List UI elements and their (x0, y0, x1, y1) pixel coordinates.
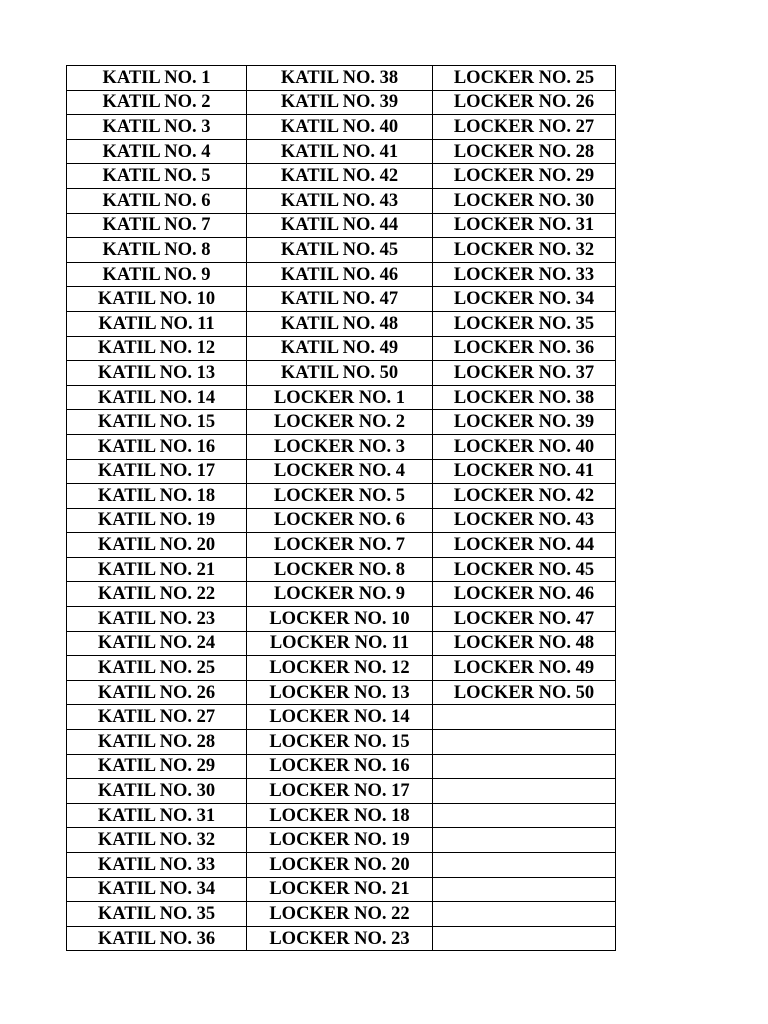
table-cell: KATIL NO. 11 (67, 311, 247, 336)
table-cell: LOCKER NO. 26 (433, 90, 616, 115)
table-cell: LOCKER NO. 29 (433, 164, 616, 189)
table-row (67, 828, 616, 853)
table-cell (433, 754, 616, 779)
table-cell (433, 902, 616, 927)
table-cell: KATIL NO. 9 (67, 262, 247, 287)
table-cell: KATIL NO. 19 (67, 508, 247, 533)
table-row (67, 705, 616, 730)
table-row (67, 336, 616, 361)
table-cell: KATIL NO. 8 (67, 238, 247, 263)
table-cell: LOCKER NO. 2 (247, 410, 433, 435)
table-row (67, 311, 616, 336)
table-cell: KATIL NO. 23 (67, 607, 247, 632)
table-cell: LOCKER NO. 8 (247, 557, 433, 582)
table-cell: LOCKER NO. 22 (247, 902, 433, 927)
table-cell: LOCKER NO. 18 (247, 803, 433, 828)
table-cell (433, 803, 616, 828)
table-cell: KATIL NO. 13 (67, 361, 247, 386)
table-cell: LOCKER NO. 32 (433, 238, 616, 263)
table-cell: KATIL NO. 12 (67, 336, 247, 361)
table-row (67, 533, 616, 558)
table-cell: KATIL NO. 31 (67, 803, 247, 828)
table-cell: LOCKER NO. 33 (433, 262, 616, 287)
table-row (67, 484, 616, 509)
table-cell: LOCKER NO. 42 (433, 484, 616, 509)
table-cell (433, 730, 616, 755)
table-row (67, 90, 616, 115)
table-row (67, 434, 616, 459)
table-cell: LOCKER NO. 49 (433, 656, 616, 681)
table-row (67, 902, 616, 927)
table-cell: KATIL NO. 6 (67, 188, 247, 213)
table-cell: KATIL NO. 30 (67, 779, 247, 804)
table-cell: KATIL NO. 22 (67, 582, 247, 607)
table-row (67, 361, 616, 386)
table-cell: KATIL NO. 45 (247, 238, 433, 263)
table-cell: KATIL NO. 2 (67, 90, 247, 115)
katil-locker-table (66, 65, 616, 951)
table-cell: KATIL NO. 38 (247, 66, 433, 91)
table-cell: KATIL NO. 4 (67, 139, 247, 164)
table-cell: LOCKER NO. 28 (433, 139, 616, 164)
table-cell: LOCKER NO. 12 (247, 656, 433, 681)
table-cell: KATIL NO. 41 (247, 139, 433, 164)
table-cell: LOCKER NO. 25 (433, 66, 616, 91)
table-cell: KATIL NO. 49 (247, 336, 433, 361)
table-cell: KATIL NO. 5 (67, 164, 247, 189)
table-row (67, 139, 616, 164)
table-cell: LOCKER NO. 4 (247, 459, 433, 484)
table-cell: KATIL NO. 47 (247, 287, 433, 312)
table-cell: LOCKER NO. 37 (433, 361, 616, 386)
table-row (67, 287, 616, 312)
table-cell: LOCKER NO. 46 (433, 582, 616, 607)
table-cell: LOCKER NO. 27 (433, 115, 616, 140)
table-cell: LOCKER NO. 44 (433, 533, 616, 558)
table-row (67, 115, 616, 140)
table-row (67, 853, 616, 878)
table-cell: LOCKER NO. 9 (247, 582, 433, 607)
table-cell: KATIL NO. 18 (67, 484, 247, 509)
table-cell: KATIL NO. 25 (67, 656, 247, 681)
table-cell: LOCKER NO. 16 (247, 754, 433, 779)
table-cell (433, 705, 616, 730)
table-cell: LOCKER NO. 19 (247, 828, 433, 853)
table-row (67, 262, 616, 287)
table-cell: KATIL NO. 20 (67, 533, 247, 558)
table-row (67, 238, 616, 263)
table-cell: LOCKER NO. 21 (247, 877, 433, 902)
table-row (67, 164, 616, 189)
table-cell: LOCKER NO. 17 (247, 779, 433, 804)
table-cell: KATIL NO. 39 (247, 90, 433, 115)
table-row (67, 213, 616, 238)
table-cell: KATIL NO. 7 (67, 213, 247, 238)
table-cell: LOCKER NO. 10 (247, 607, 433, 632)
table-row (67, 877, 616, 902)
table-cell: LOCKER NO. 50 (433, 680, 616, 705)
table-cell (433, 828, 616, 853)
table-cell: KATIL NO. 46 (247, 262, 433, 287)
table-cell: LOCKER NO. 1 (247, 385, 433, 410)
table-cell: KATIL NO. 26 (67, 680, 247, 705)
table-cell: KATIL NO. 42 (247, 164, 433, 189)
table-cell: KATIL NO. 15 (67, 410, 247, 435)
table-cell (433, 779, 616, 804)
table-cell: LOCKER NO. 13 (247, 680, 433, 705)
table-cell: KATIL NO. 33 (67, 853, 247, 878)
table-cell: KATIL NO. 17 (67, 459, 247, 484)
table-row (67, 188, 616, 213)
table-cell: LOCKER NO. 14 (247, 705, 433, 730)
table-row (67, 607, 616, 632)
table-cell: KATIL NO. 43 (247, 188, 433, 213)
table-cell: LOCKER NO. 31 (433, 213, 616, 238)
table-row (67, 803, 616, 828)
table-cell: KATIL NO. 10 (67, 287, 247, 312)
table-row (67, 410, 616, 435)
table-cell: KATIL NO. 40 (247, 115, 433, 140)
table-cell: LOCKER NO. 38 (433, 385, 616, 410)
table-cell: LOCKER NO. 45 (433, 557, 616, 582)
table-cell: KATIL NO. 50 (247, 361, 433, 386)
table-cell: LOCKER NO. 20 (247, 853, 433, 878)
table-cell: LOCKER NO. 36 (433, 336, 616, 361)
table-row (67, 385, 616, 410)
table-row (67, 730, 616, 755)
table-cell: KATIL NO. 3 (67, 115, 247, 140)
table-body (67, 66, 616, 951)
table-row (67, 582, 616, 607)
table-cell: LOCKER NO. 5 (247, 484, 433, 509)
table-row (67, 459, 616, 484)
table-row (67, 680, 616, 705)
table-cell: LOCKER NO. 34 (433, 287, 616, 312)
table-cell: LOCKER NO. 40 (433, 434, 616, 459)
table-cell: KATIL NO. 48 (247, 311, 433, 336)
table-cell: KATIL NO. 29 (67, 754, 247, 779)
table-cell: KATIL NO. 24 (67, 631, 247, 656)
table-cell: KATIL NO. 36 (67, 926, 247, 951)
table-cell: LOCKER NO. 3 (247, 434, 433, 459)
table-cell: KATIL NO. 16 (67, 434, 247, 459)
table-cell (433, 926, 616, 951)
table-cell: LOCKER NO. 30 (433, 188, 616, 213)
table-row (67, 779, 616, 804)
table-cell: LOCKER NO. 39 (433, 410, 616, 435)
table-cell: LOCKER NO. 23 (247, 926, 433, 951)
table-cell: KATIL NO. 28 (67, 730, 247, 755)
table-row (67, 631, 616, 656)
table-row (67, 508, 616, 533)
table-row (67, 66, 616, 91)
table-row (67, 557, 616, 582)
table-cell: KATIL NO. 34 (67, 877, 247, 902)
table-cell: LOCKER NO. 11 (247, 631, 433, 656)
table-cell: LOCKER NO. 15 (247, 730, 433, 755)
table-row (67, 754, 616, 779)
table-cell: LOCKER NO. 35 (433, 311, 616, 336)
table-cell: KATIL NO. 27 (67, 705, 247, 730)
table-cell: KATIL NO. 1 (67, 66, 247, 91)
table-cell: KATIL NO. 32 (67, 828, 247, 853)
table-cell: LOCKER NO. 7 (247, 533, 433, 558)
table-cell: LOCKER NO. 6 (247, 508, 433, 533)
table-cell: LOCKER NO. 47 (433, 607, 616, 632)
table-cell: KATIL NO. 14 (67, 385, 247, 410)
table-cell: LOCKER NO. 41 (433, 459, 616, 484)
table-cell: KATIL NO. 44 (247, 213, 433, 238)
table-cell: KATIL NO. 21 (67, 557, 247, 582)
table-row (67, 926, 616, 951)
table-cell: LOCKER NO. 43 (433, 508, 616, 533)
table-cell (433, 853, 616, 878)
table-cell: KATIL NO. 35 (67, 902, 247, 927)
table-cell: LOCKER NO. 48 (433, 631, 616, 656)
table-row (67, 656, 616, 681)
table-cell (433, 877, 616, 902)
